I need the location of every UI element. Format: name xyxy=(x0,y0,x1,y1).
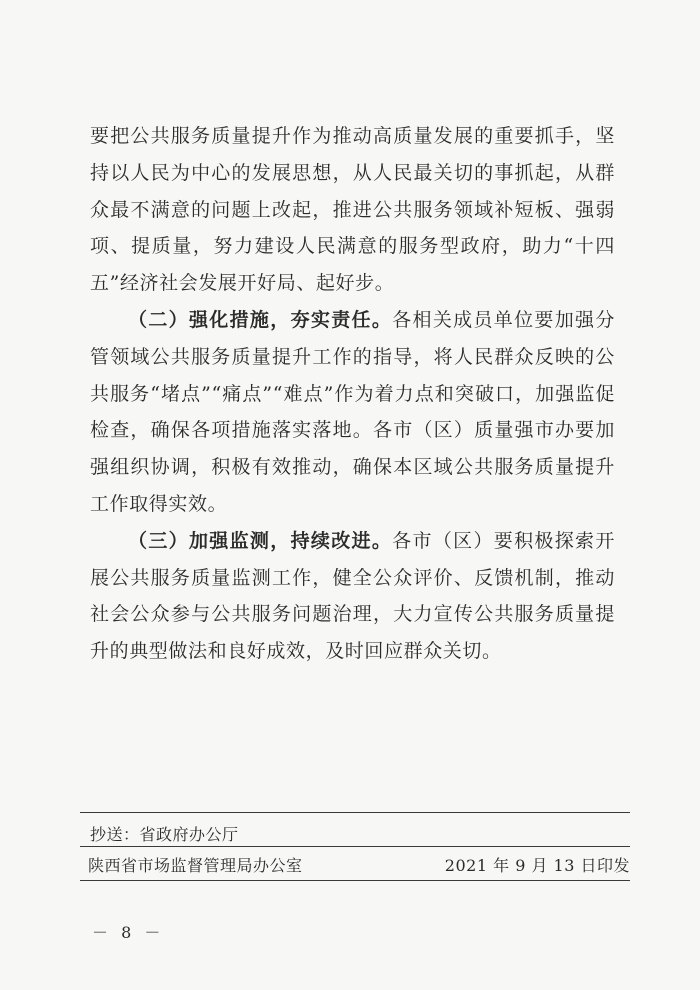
cc-label: 抄送： xyxy=(90,825,140,844)
issuer-name: 陕西省市场监督管理局办公室 xyxy=(88,856,303,875)
footer-bottom-rule xyxy=(80,880,630,881)
page-number: － 8 － xyxy=(92,923,165,942)
cc-line xyxy=(90,822,239,845)
paragraph-3 xyxy=(90,523,615,670)
issue-date: 2021 年 9 月 13 日印发 xyxy=(444,856,630,875)
paragraph-1-text: 要把公共服务质量提升作为推动高质量发展的重要抓手，坚持以人民为中心的发展思想，从人民最关切的事抓起，从群众最不满意的问题上改起，推进公共服务领域补短板、强弱项、提质量，努力建设人民满意的服务型政府，助力“十四五”经济社会发展开好局、起好步。 xyxy=(90,125,615,295)
footer-top-rule xyxy=(80,812,630,813)
paragraph-3-heading: （三）加强监测，持续改进。 xyxy=(128,529,393,552)
issuer-line xyxy=(88,853,630,876)
paragraph-2-heading: （二）强化措施，夯实责任。 xyxy=(128,308,393,331)
paragraph-3-text: 各市（区）要积极探索开展公共服务质量监测工作，健全公众评价、反馈机制，推动社会公众参与公共服务问题治理，大力宣传公共服务质量提升的典型做法和良好成效，及时回应群众关切。 xyxy=(90,529,615,663)
paragraph-1 xyxy=(90,118,615,302)
document-body xyxy=(90,118,615,670)
paragraph-2-text: 各相关成员单位要加强分管领域公共服务质量提升工作的指导，将人民群众反映的公共服务“堵点”“痛点”“难点”作为着力点和突破口，加强监促检查，确保各项措施落实落地。各市（区）质量强市办要加强组织协调，积极有效推动，确保本区域公共服务质量提升工作取得实效。 xyxy=(90,308,615,515)
paragraph-2 xyxy=(90,302,615,523)
footer-middle-rule xyxy=(80,846,630,847)
cc-recipient: 省政府办公厅 xyxy=(139,825,239,844)
